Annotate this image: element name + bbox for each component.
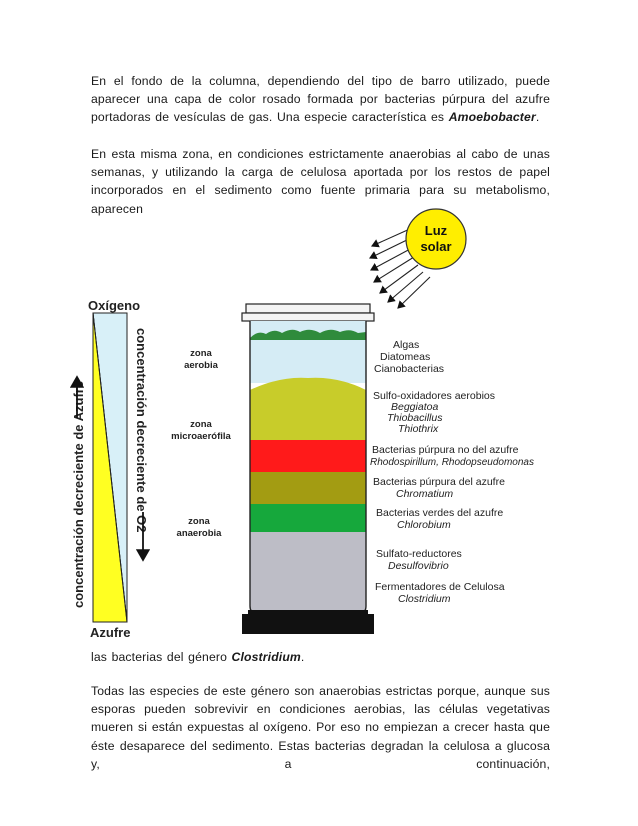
zone-microaerophilic-line1: zona <box>190 419 212 430</box>
paragraph-3-text: las bacterias del género <box>91 650 232 664</box>
paragraph-1-text: En el fondo de la columna, dependiendo del tipo de barro utilizado, puede aparecer una capa de color rosado formada por bacterias púrpura del azufre portadoras de vesículas de gas. Una especie característica es <box>91 74 550 125</box>
sun-label-line2: solar <box>420 239 452 254</box>
zone-aerobic-line2: aerobia <box>184 360 218 371</box>
paragraph-4: Todas las especies de este género son anaerobias estrictas porque, aunque sus esporas pueden sobrevivir en condiciones aerobias, las células vegetativas mueren si están expuestas al oxígeno. Por eso no empiezan a crecer hasta que éste desaparece del sedimento. Estas bacterias degradan la celulosa a glucosa y, a continuación, <box>91 684 550 771</box>
sulfate-reducers-title: Sulfato-reductores <box>376 548 462 560</box>
paragraph-2: En esta misma zona, en condiciones estrictamente anaerobias al cabo de unas semanas, y utilizando la carga de celulosa aportada por los restos de papel incorporados en el sedimento como fuente primaria para su metabolismo, aparecen <box>91 147 550 216</box>
zone-aerobic-line1: zona <box>190 348 212 359</box>
sulfur-axis-label: concentración decreciente de Azufre <box>71 380 86 608</box>
paragraph-1-tail: . <box>535 110 540 125</box>
sun-label-line1: Luz <box>424 223 448 238</box>
genus-clostridium-figure: Clostridium <box>398 593 451 605</box>
cellulose-fermenters-title: Fermentadores de Celulosa <box>375 581 505 593</box>
purple-nonsulfur-genera: Rhodospirillum, Rhodopseudomonas <box>370 457 534 468</box>
paragraph-3-tail: . <box>300 650 305 664</box>
sulfo-oxidizer-layer <box>250 378 366 440</box>
zone-anaerobic-line2: anaerobia <box>176 528 222 539</box>
genus-desulfovibrio: Desulfovibrio <box>388 560 449 572</box>
genus-amoebobacter: Amoebobacter <box>448 110 536 125</box>
zone-anaerobic-line1: zona <box>188 516 210 527</box>
green-sulfur-title: Bacterias verdes del azufre <box>376 507 504 519</box>
column-base <box>242 614 374 634</box>
genus-thiobacillus: Thiobacillus <box>387 412 443 424</box>
algae-label: Algas <box>393 339 420 351</box>
diatoms-label: Diatomeas <box>380 351 431 363</box>
sediment-layer <box>250 532 366 614</box>
sulfo-oxidizers-title: Sulfo-oxidadores aerobios <box>373 390 495 402</box>
purple-nonsulfur-layer <box>250 440 366 472</box>
purple-nonsulfur-title: Bacterias púrpura no del azufre <box>372 444 519 456</box>
winogradsky-column <box>242 304 374 634</box>
cyanobacteria-label: Cianobacterias <box>374 363 445 375</box>
sulfur-label: Azufre <box>90 625 131 640</box>
bacteria-labels <box>370 339 534 605</box>
genus-chlorobium: Chlorobium <box>397 519 451 531</box>
genus-chromatium: Chromatium <box>396 488 454 500</box>
genus-beggiatoa: Beggiatoa <box>391 401 439 413</box>
genus-thiothrix: Thiothrix <box>398 423 439 435</box>
oxygen-label: Oxígeno <box>88 298 141 313</box>
purple-sulfur-layer <box>250 472 366 504</box>
column-cap <box>246 304 370 313</box>
purple-sulfur-title: Bacterias púrpura del azufre <box>373 476 505 488</box>
oxygen-axis-label: concentración decreciente de O2 <box>134 328 149 533</box>
zone-microaerophilic-line2: microaerófila <box>171 431 231 442</box>
green-sulfur-layer <box>250 504 366 532</box>
genus-clostridium: Clostridium <box>231 650 301 664</box>
